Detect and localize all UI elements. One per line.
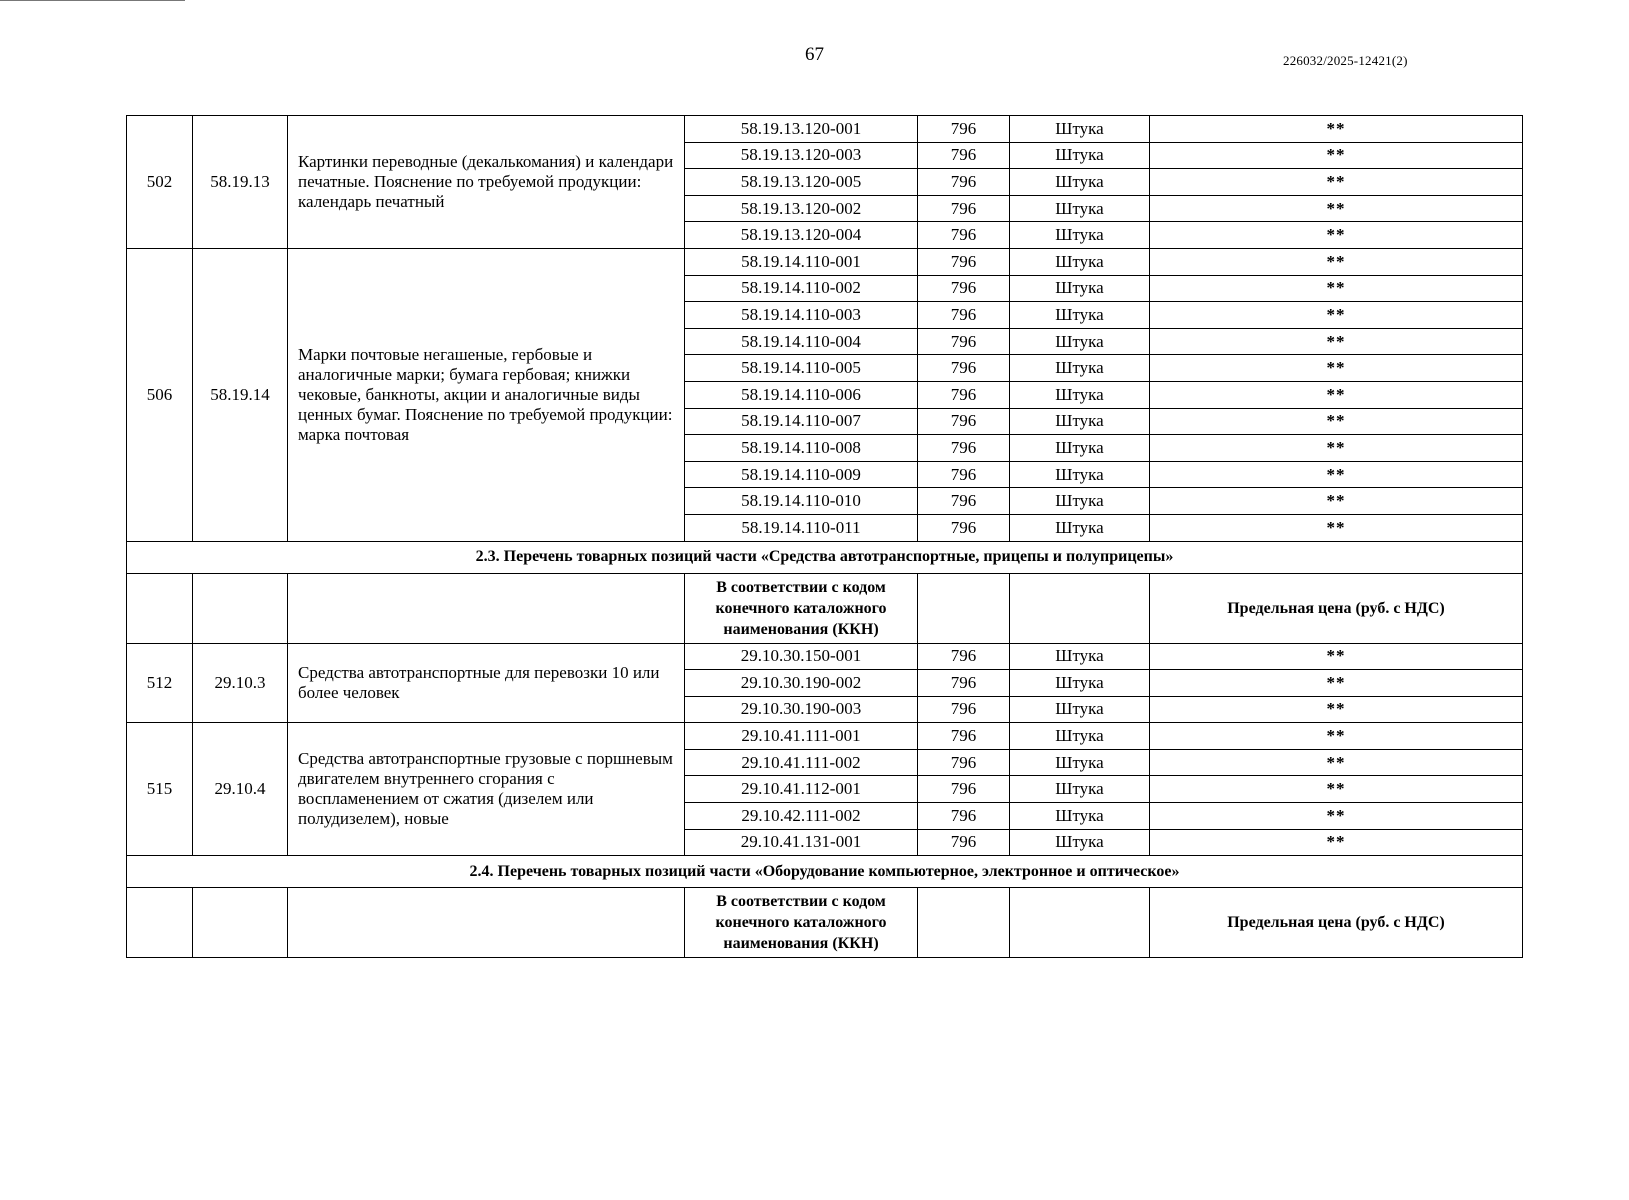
- okpd-code: 58.19.14: [193, 248, 288, 541]
- section-title: 2.3. Перечень товарных позиций части «Средства автотранспортные, прицепы и полуприцепы»: [127, 541, 1523, 573]
- price-limit: **: [1150, 723, 1523, 750]
- price-limit: **: [1150, 169, 1523, 196]
- product-description: Марки почтовые негашеные, гербовые и аналогичные марки; бумага гербовая; книжки чековые, банкноты, акции и аналогичные виды ценных бумаг. Пояснение по требуемой продукции: марка почтовая: [288, 248, 685, 541]
- table-row: [127, 248, 1523, 275]
- unit-name: Штука: [1010, 670, 1150, 697]
- ktru-code: 58.19.14.110-009: [685, 461, 918, 488]
- section-row: [127, 856, 1523, 888]
- price-limit: **: [1150, 643, 1523, 670]
- price-limit: **: [1150, 142, 1523, 169]
- unit-name: Штука: [1010, 829, 1150, 856]
- header-price: Предельная цена (руб. с НДС): [1150, 573, 1523, 643]
- header-kkn: В соответствии с кодом конечного каталожного наименования (ККН): [685, 573, 918, 643]
- unit-name: Штука: [1010, 302, 1150, 329]
- header-empty-cell: [288, 888, 685, 958]
- price-limit: **: [1150, 355, 1523, 382]
- price-limit: **: [1150, 514, 1523, 541]
- header-row: [127, 573, 1523, 643]
- okei-code: 796: [918, 514, 1010, 541]
- ktru-code: 58.19.14.110-005: [685, 355, 918, 382]
- okei-code: 796: [918, 776, 1010, 803]
- header-empty-cell: [918, 888, 1010, 958]
- unit-name: Штука: [1010, 169, 1150, 196]
- price-limit: **: [1150, 248, 1523, 275]
- product-description: Средства автотранспортные грузовые с поршневым двигателем внутреннего сгорания с воспламенением от сжатия (дизелем или полудизелем), новые: [288, 723, 685, 856]
- product-description: Средства автотранспортные для перевозки 10 или более человек: [288, 643, 685, 723]
- section-title: 2.4. Перечень товарных позиций части «Оборудование компьютерное, электронное и оптическое»: [127, 856, 1523, 888]
- okpd-code: 29.10.3: [193, 643, 288, 723]
- okpd-code: 58.19.13: [193, 116, 288, 249]
- table-row: [127, 723, 1523, 750]
- ktru-code: 58.19.14.110-003: [685, 302, 918, 329]
- okei-code: 796: [918, 142, 1010, 169]
- ktru-code: 58.19.14.110-001: [685, 248, 918, 275]
- price-limit: **: [1150, 435, 1523, 462]
- okei-code: 796: [918, 222, 1010, 249]
- product-description: Картинки переводные (декалькомания) и календари печатные. Пояснение по требуемой продукции: календарь печатный: [288, 116, 685, 249]
- unit-name: Штука: [1010, 116, 1150, 143]
- header-row: [127, 888, 1523, 958]
- okei-code: 796: [918, 643, 1010, 670]
- unit-name: Штука: [1010, 749, 1150, 776]
- price-limit: **: [1150, 803, 1523, 830]
- unit-name: Штука: [1010, 381, 1150, 408]
- ktru-code: 58.19.13.120-002: [685, 195, 918, 222]
- ktru-code: 58.19.13.120-003: [685, 142, 918, 169]
- okei-code: 796: [918, 723, 1010, 750]
- price-limit: **: [1150, 302, 1523, 329]
- ktru-code: 58.19.13.120-001: [685, 116, 918, 143]
- unit-name: Штука: [1010, 408, 1150, 435]
- price-limit: **: [1150, 488, 1523, 515]
- section-row: [127, 541, 1523, 573]
- price-limit: **: [1150, 275, 1523, 302]
- okei-code: 796: [918, 749, 1010, 776]
- okei-code: 796: [918, 696, 1010, 723]
- okei-code: 796: [918, 355, 1010, 382]
- header-kkn: В соответствии с кодом конечного каталожного наименования (ККН): [685, 888, 918, 958]
- unit-name: Штука: [1010, 643, 1150, 670]
- ktru-code: 58.19.14.110-011: [685, 514, 918, 541]
- price-limit: **: [1150, 461, 1523, 488]
- unit-name: Штука: [1010, 222, 1150, 249]
- ktru-code: 29.10.30.150-001: [685, 643, 918, 670]
- unit-name: Штука: [1010, 195, 1150, 222]
- ktru-code: 58.19.14.110-010: [685, 488, 918, 515]
- okei-code: 796: [918, 248, 1010, 275]
- table-row: [127, 643, 1523, 670]
- header-empty-cell: [1010, 573, 1150, 643]
- ktru-code: 58.19.14.110-006: [685, 381, 918, 408]
- table-row: [127, 116, 1523, 143]
- okei-code: 796: [918, 116, 1010, 143]
- header-empty-cell: [193, 573, 288, 643]
- okei-code: 796: [918, 169, 1010, 196]
- unit-name: Штука: [1010, 488, 1150, 515]
- unit-name: Штука: [1010, 435, 1150, 462]
- unit-name: Штука: [1010, 328, 1150, 355]
- price-limit: **: [1150, 776, 1523, 803]
- ktru-code: 58.19.14.110-007: [685, 408, 918, 435]
- unit-name: Штука: [1010, 248, 1150, 275]
- ktru-code: 58.19.14.110-002: [685, 275, 918, 302]
- ktru-code: 58.19.13.120-004: [685, 222, 918, 249]
- unit-name: Штука: [1010, 355, 1150, 382]
- header-empty-cell: [127, 573, 193, 643]
- ktru-code: 29.10.30.190-003: [685, 696, 918, 723]
- unit-name: Штука: [1010, 275, 1150, 302]
- position-number: 502: [127, 116, 193, 249]
- okei-code: 796: [918, 670, 1010, 697]
- okpd-code: 29.10.4: [193, 723, 288, 856]
- price-limit: **: [1150, 195, 1523, 222]
- position-number: 506: [127, 248, 193, 541]
- price-limit: **: [1150, 670, 1523, 697]
- okei-code: 796: [918, 408, 1010, 435]
- price-limit: **: [1150, 829, 1523, 856]
- okei-code: 796: [918, 328, 1010, 355]
- header-empty-cell: [1010, 888, 1150, 958]
- okei-code: 796: [918, 381, 1010, 408]
- price-limit: **: [1150, 749, 1523, 776]
- ktru-code: 29.10.41.111-001: [685, 723, 918, 750]
- unit-name: Штука: [1010, 803, 1150, 830]
- header-empty-cell: [918, 573, 1010, 643]
- ktru-code: 29.10.41.112-001: [685, 776, 918, 803]
- ktru-code: 58.19.13.120-005: [685, 169, 918, 196]
- header-empty-cell: [288, 573, 685, 643]
- unit-name: Штука: [1010, 723, 1150, 750]
- ktru-code: 29.10.41.111-002: [685, 749, 918, 776]
- okei-code: 796: [918, 195, 1010, 222]
- price-limit: **: [1150, 328, 1523, 355]
- header-empty-cell: [127, 888, 193, 958]
- unit-name: Штука: [1010, 696, 1150, 723]
- ktru-code: 29.10.42.111-002: [685, 803, 918, 830]
- price-limit: **: [1150, 116, 1523, 143]
- product-table: [126, 115, 1523, 958]
- unit-name: Штука: [1010, 514, 1150, 541]
- unit-name: Штука: [1010, 461, 1150, 488]
- okei-code: 796: [918, 435, 1010, 462]
- okei-code: 796: [918, 302, 1010, 329]
- okei-code: 796: [918, 829, 1010, 856]
- unit-name: Штука: [1010, 776, 1150, 803]
- price-limit: **: [1150, 408, 1523, 435]
- price-limit: **: [1150, 381, 1523, 408]
- ktru-code: 58.19.14.110-004: [685, 328, 918, 355]
- ktru-code: 29.10.41.131-001: [685, 829, 918, 856]
- okei-code: 796: [918, 803, 1010, 830]
- price-limit: **: [1150, 696, 1523, 723]
- okei-code: 796: [918, 488, 1010, 515]
- unit-name: Штука: [1010, 142, 1150, 169]
- page-number: 67: [805, 44, 824, 65]
- document-id: 226032/2025-12421(2): [1283, 53, 1408, 68]
- price-limit: **: [1150, 222, 1523, 249]
- position-number: 515: [127, 723, 193, 856]
- okei-code: 796: [918, 275, 1010, 302]
- okei-code: 796: [918, 461, 1010, 488]
- header-empty-cell: [193, 888, 288, 958]
- header-price: Предельная цена (руб. с НДС): [1150, 888, 1523, 958]
- position-number: 512: [127, 643, 193, 723]
- ktru-code: 29.10.30.190-002: [685, 670, 918, 697]
- scan-edge-line: [0, 0, 185, 1]
- ktru-code: 58.19.14.110-008: [685, 435, 918, 462]
